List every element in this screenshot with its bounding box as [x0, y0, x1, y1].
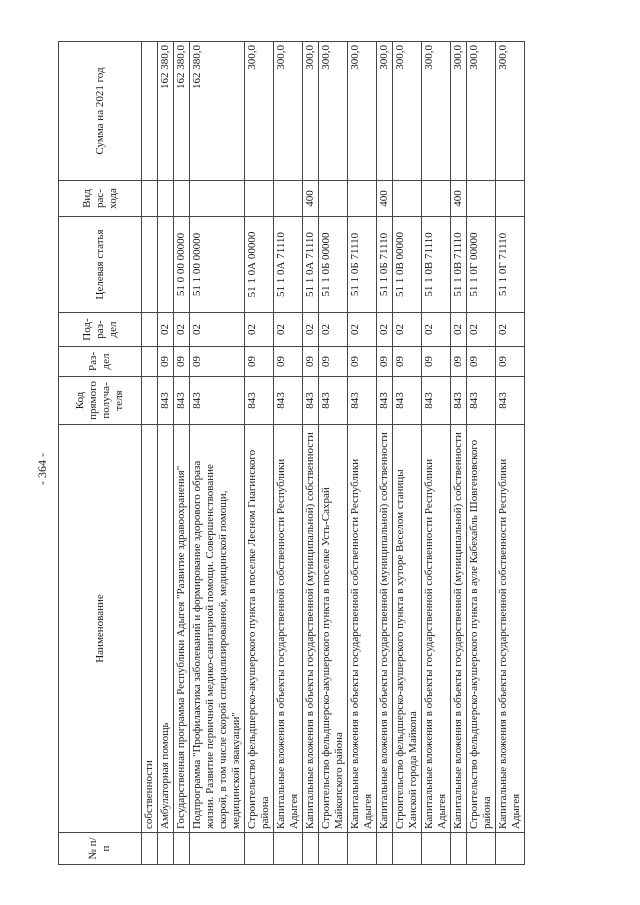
cell-razdel: 09: [158, 347, 174, 377]
cell-summa: 300,0: [303, 42, 319, 181]
cell-celevaya: 51 1 0Б 71110: [348, 217, 377, 313]
cell-celevaya: 51 1 0А 71110: [274, 217, 303, 313]
cell-podrazdel: 02: [467, 313, 496, 347]
cell-num: [467, 833, 496, 865]
cell-code: 843: [190, 377, 245, 425]
cell-razdel: 09: [348, 347, 377, 377]
cell-razdel: 09: [174, 347, 190, 377]
cell-razdel: 09: [451, 347, 467, 377]
cell-razdel: 09: [496, 347, 525, 377]
cell-num: [245, 833, 274, 865]
cell-podrazdel: 02: [245, 313, 274, 347]
cell-celevaya: 51 1 00 00000: [190, 217, 245, 313]
cell-razdel: 09: [190, 347, 245, 377]
cell-num: [158, 833, 174, 865]
cell-summa: 162 380,0: [174, 42, 190, 181]
cell-summa: 300,0: [245, 42, 274, 181]
table-body: [142, 42, 525, 865]
cell-razdel: [142, 347, 158, 377]
cell-razdel: 09: [377, 347, 393, 377]
table-row: [467, 42, 496, 865]
header-code: Код прямого получа-теля: [59, 377, 142, 425]
cell-code: 843: [467, 377, 496, 425]
cell-code: 843: [422, 377, 451, 425]
cell-name: собственности: [142, 425, 158, 833]
cell-num: [377, 833, 393, 865]
cell-code: 843: [319, 377, 348, 425]
cell-name: Капитальные вложения в объекты государственной собственности Республики Адыгея: [422, 425, 451, 833]
cell-num: [451, 833, 467, 865]
table-row: [245, 42, 274, 865]
table-row: [190, 42, 245, 865]
cell-name: Строительство фельдшерско-акушерского пункта в поселке Усть-Сахрай Майкопского района: [319, 425, 348, 833]
cell-name: Капитальные вложения в объекты государственной (муниципальной) собственности: [451, 425, 467, 833]
cell-razdel: 09: [274, 347, 303, 377]
table-row: [142, 42, 158, 865]
cell-celevaya: 51 1 0Г 71110: [496, 217, 525, 313]
cell-name: Капитальные вложения в объекты государственной собственности Республики Адыгея: [274, 425, 303, 833]
cell-razdel: 09: [319, 347, 348, 377]
table-row: [319, 42, 348, 865]
cell-vid: 400: [451, 181, 467, 217]
cell-podrazdel: 02: [422, 313, 451, 347]
cell-celevaya: 51 1 0В 71110: [422, 217, 451, 313]
page-number: - 364 -: [35, 453, 49, 485]
table-row: [174, 42, 190, 865]
table-row: [274, 42, 303, 865]
cell-name: Строительство фельдшерско-акушерского пункта в хуторе Веселом станицы Ханской города Майкопа: [393, 425, 422, 833]
cell-podrazdel: 02: [496, 313, 525, 347]
cell-podrazdel: 02: [377, 313, 393, 347]
cell-razdel: 09: [393, 347, 422, 377]
table-row: [377, 42, 393, 865]
cell-vid: [348, 181, 377, 217]
header-razdel: Раз-дел: [59, 347, 142, 377]
cell-podrazdel: 02: [319, 313, 348, 347]
header-name: Наименование: [59, 425, 142, 833]
header-summa: Сумма на 2021 год: [59, 42, 142, 181]
table-row: [422, 42, 451, 865]
cell-celevaya: 51 1 0В 71110: [451, 217, 467, 313]
cell-vid: [393, 181, 422, 217]
cell-summa: 300,0: [393, 42, 422, 181]
cell-summa: 300,0: [467, 42, 496, 181]
cell-num: [190, 833, 245, 865]
cell-podrazdel: 02: [348, 313, 377, 347]
cell-name: Государственная программа Республики Адыгея "Развитие здравоохранения": [174, 425, 190, 833]
cell-summa: [142, 42, 158, 181]
table-header-row: [59, 42, 142, 865]
cell-celevaya: 51 1 0А 00000: [245, 217, 274, 313]
cell-num: [174, 833, 190, 865]
cell-code: 843: [274, 377, 303, 425]
header-num: № п/п: [59, 833, 142, 865]
cell-code: 843: [303, 377, 319, 425]
cell-vid: [319, 181, 348, 217]
cell-celevaya: 51 0 00 00000: [174, 217, 190, 313]
cell-vid: [467, 181, 496, 217]
table-row: [158, 42, 174, 865]
cell-name: Строительство фельдшерско-акушерского пункта в поселке Лесном Гиагинского района: [245, 425, 274, 833]
header-celevaya: Целевая статья: [59, 217, 142, 313]
cell-podrazdel: 02: [303, 313, 319, 347]
table-row: [348, 42, 377, 865]
cell-summa: 300,0: [274, 42, 303, 181]
cell-podrazdel: 02: [274, 313, 303, 347]
cell-vid: [245, 181, 274, 217]
cell-num: [422, 833, 451, 865]
cell-code: 843: [245, 377, 274, 425]
cell-celevaya: 51 1 0А 71110: [303, 217, 319, 313]
cell-summa: 162 380,0: [158, 42, 174, 181]
cell-vid: [174, 181, 190, 217]
cell-podrazdel: 02: [158, 313, 174, 347]
cell-name: Капитальные вложения в объекты государственной (муниципальной) собственности: [377, 425, 393, 833]
cell-razdel: 09: [467, 347, 496, 377]
cell-name: Подпрограмма "Профилактика заболеваний и формирование здорового образа жизни. Развитие первичной медико-санитарной помощи. Совершенствование скорой, в том числе скорой специализированной, медицинской помощи, медицинской эвакуации": [190, 425, 245, 833]
cell-code: 843: [348, 377, 377, 425]
cell-summa: 300,0: [377, 42, 393, 181]
header-podrazdel: Под-раз-дел: [59, 313, 142, 347]
cell-name: Капитальные вложения в объекты государственной (муниципальной) собственности: [303, 425, 319, 833]
cell-code: 843: [393, 377, 422, 425]
cell-num: [496, 833, 525, 865]
cell-vid: 400: [303, 181, 319, 217]
cell-celevaya: 51 1 0Б 71110: [377, 217, 393, 313]
cell-vid: [422, 181, 451, 217]
cell-vid: [496, 181, 525, 217]
cell-vid: 400: [377, 181, 393, 217]
cell-num: [274, 833, 303, 865]
cell-summa: 300,0: [451, 42, 467, 181]
cell-podrazdel: 02: [451, 313, 467, 347]
table-row: [303, 42, 319, 865]
cell-code: 843: [174, 377, 190, 425]
cell-summa: 300,0: [319, 42, 348, 181]
cell-summa: 162 380,0: [190, 42, 245, 181]
cell-num: [319, 833, 348, 865]
cell-summa: 300,0: [348, 42, 377, 181]
cell-celevaya: [158, 217, 174, 313]
cell-celevaya: 51 1 0В 00000: [393, 217, 422, 313]
table-row: [393, 42, 422, 865]
cell-celevaya: 51 1 0Г 00000: [467, 217, 496, 313]
budget-table: [58, 41, 525, 865]
header-vid: Вид рас-хода: [59, 181, 142, 217]
cell-code: [142, 377, 158, 425]
cell-code: 843: [377, 377, 393, 425]
cell-podrazdel: [142, 313, 158, 347]
cell-num: [142, 833, 158, 865]
table-row: [496, 42, 525, 865]
cell-podrazdel: 02: [174, 313, 190, 347]
cell-summa: 300,0: [496, 42, 525, 181]
cell-razdel: 09: [303, 347, 319, 377]
cell-num: [303, 833, 319, 865]
cell-razdel: 09: [245, 347, 274, 377]
cell-podrazdel: 02: [190, 313, 245, 347]
cell-vid: [274, 181, 303, 217]
cell-vid: [158, 181, 174, 217]
table-row: [451, 42, 467, 865]
cell-celevaya: 51 1 0Б 00000: [319, 217, 348, 313]
cell-num: [393, 833, 422, 865]
cell-code: 843: [158, 377, 174, 425]
cell-code: 843: [496, 377, 525, 425]
cell-vid: [190, 181, 245, 217]
cell-name: Строительство фельдшерско-акушерского пункта в ауле Кабехабль Шовгеновского района: [467, 425, 496, 833]
cell-name: Капитальные вложения в объекты государственной собственности Республики Адыгея: [348, 425, 377, 833]
cell-code: 843: [451, 377, 467, 425]
cell-razdel: 09: [422, 347, 451, 377]
cell-name: Капитальные вложения в объекты государственной собственности Республики Адыгея: [496, 425, 525, 833]
cell-summa: 300,0: [422, 42, 451, 181]
cell-vid: [142, 181, 158, 217]
cell-celevaya: [142, 217, 158, 313]
cell-podrazdel: 02: [393, 313, 422, 347]
cell-name: Амбулаторная помощь: [158, 425, 174, 833]
cell-num: [348, 833, 377, 865]
